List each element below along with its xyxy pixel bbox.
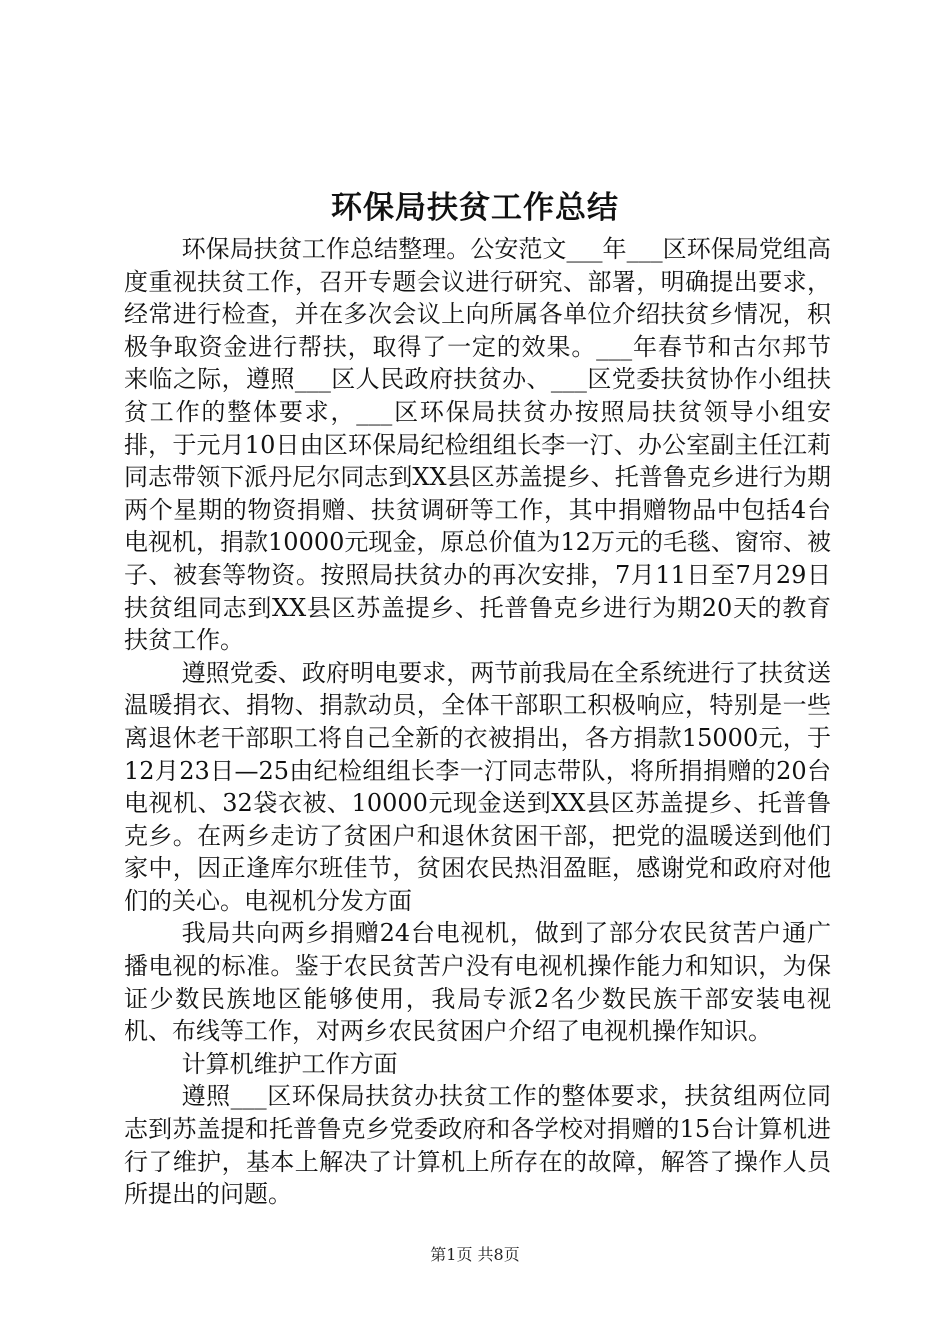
paragraph: 环保局扶贫工作总结整理。公安范文___年___区环保局党组高度重视扶贫工作，召开专题会议进行研究、部署，明确提出要求，经常进行检查，并在多次会议上向所属各单位介绍扶贫乡情况，积极争取资金进行帮扶，取得了一定的效果。___年春节和古尔邦节来临之际，遵照___区人民政府扶贫办、___区党委扶贫协作小组扶贫工作的整体要求，___区环保局扶贫办按照局扶贫领导小组安排，于元月10日由区环保局纪检组组长李一汀、办公室副主任江莉同志带领下派丹尼尔同志到XX县区苏盖提乡、托普鲁克乡进行为期两个星期的物资捐赠、扶贫调研等工作，其中捐赠物品中包括4台电视机，捐款10000元现金，原总价值为12万元的毛毯、窗帘、被子、被套等物资。按照局扶贫办的再次安排，7月11日至7月29日扶贫组同志到XX县区苏盖提乡、托普鲁克乡进行为期20天的教育扶贫工作。 xyxy=(124,235,831,655)
paragraph: 遵照___区环保局扶贫办扶贫工作的整体要求，扶贫组两位同志到苏盖提和托普鲁克乡党委政府和各学校对捐赠的15台计算机进行了维护，基本上解决了计算机上所存在的故障，解答了操作人员所提出的问题。 xyxy=(124,1082,831,1209)
document-body xyxy=(124,233,831,1211)
page-number-footer: 第1页 共8页 xyxy=(430,1245,520,1264)
section-heading: 计算机维护工作方面 xyxy=(181,1049,398,1078)
paragraph: 遵照党委、政府明电要求，两节前我局在全系统进行了扶贫送温暖捐衣、捐物、捐款动员，全体干部职工积极响应，特别是一些离退休老干部职工将自己全新的衣被捐出，各方捐款15000元，于12月23日—25由纪检组组长李一汀同志带队，将所捐捐赠的20台电视机、32袋衣被、10000元现金送到XX县区苏盖提乡、托普鲁克乡。在两乡走访了贫困户和退休贫困干部，把党的温暖送到他们家中，因正逢库尔班佳节，贫困农民热泪盈眶，感谢党和政府对他们的关心。电视机分发方面 xyxy=(124,658,831,915)
paragraph: 我局共向两乡捐赠24台电视机，做到了部分农民贫苦户通广播电视的标准。鉴于农民贫苦户没有电视机操作能力和知识，为保证少数民族地区能够使用，我局专派2名少数民族干部安装电视机、布线等工作，对两乡农民贫困户介绍了电视机操作知识。 xyxy=(124,919,831,1046)
document-title: 环保局扶贫工作总结 xyxy=(331,190,619,226)
